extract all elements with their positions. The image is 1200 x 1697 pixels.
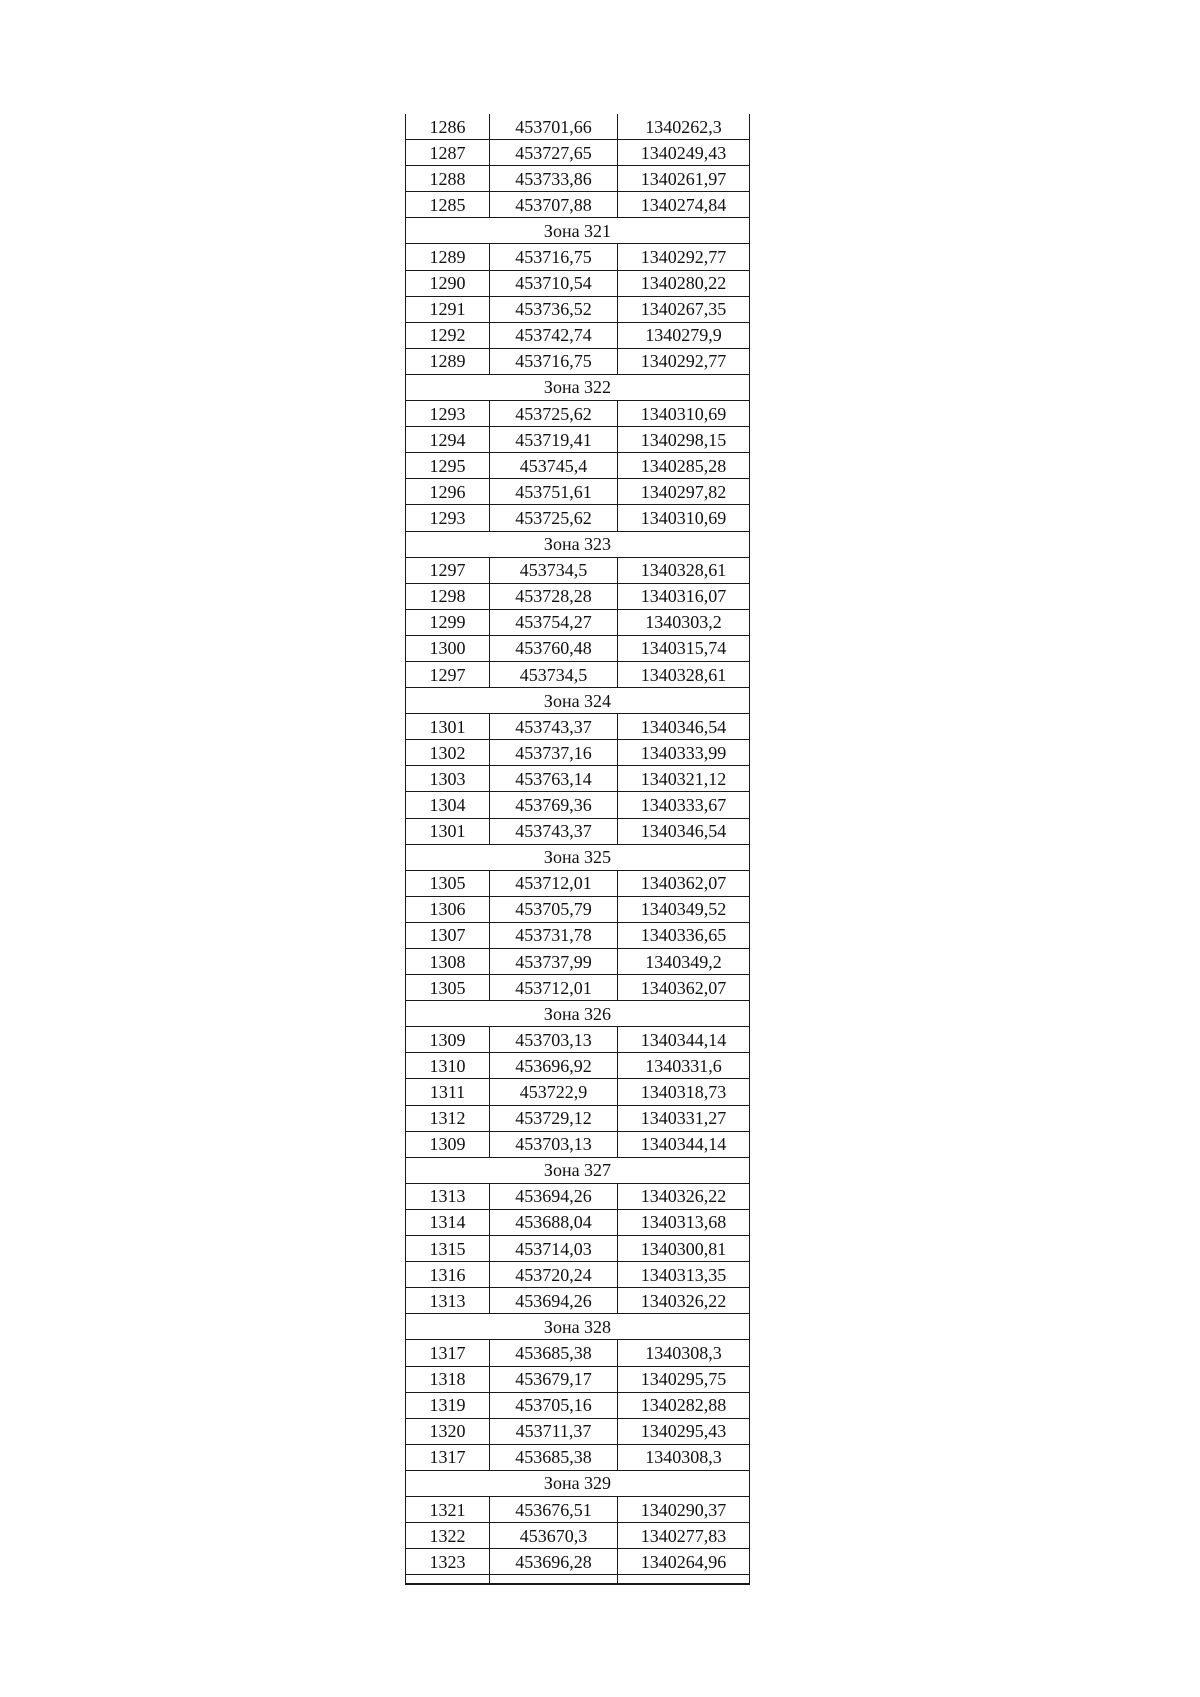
y-coordinate-cell: 1340313,68	[618, 1209, 750, 1235]
x-coordinate-cell: 453754,27	[490, 609, 618, 635]
point-number-cell: 1293	[406, 401, 490, 427]
table-row	[406, 583, 750, 609]
table-row	[406, 1079, 750, 1105]
x-coordinate-cell: 453720,24	[490, 1262, 618, 1288]
point-number-cell: 1315	[406, 1236, 490, 1262]
point-number-cell: 1291	[406, 296, 490, 322]
x-coordinate-cell: 453710,54	[490, 270, 618, 296]
y-coordinate-cell: 1340297,82	[618, 479, 750, 505]
empty-cell	[618, 1575, 750, 1585]
x-coordinate-cell: 453716,75	[490, 244, 618, 270]
table-row	[406, 322, 750, 348]
y-coordinate-cell: 1340308,3	[618, 1340, 750, 1366]
y-coordinate-cell: 1340362,07	[618, 975, 750, 1001]
zone-title: Зона 326	[406, 1001, 750, 1027]
point-number-cell: 1297	[406, 557, 490, 583]
table-row	[406, 427, 750, 453]
table-row	[406, 1366, 750, 1392]
x-coordinate-cell: 453729,12	[490, 1105, 618, 1131]
x-coordinate-cell: 453714,03	[490, 1236, 618, 1262]
point-number-cell: 1309	[406, 1027, 490, 1053]
table-row	[406, 114, 750, 140]
table-row	[406, 453, 750, 479]
y-coordinate-cell: 1340280,22	[618, 270, 750, 296]
point-number-cell: 1300	[406, 635, 490, 661]
zone-title: Зона 324	[406, 688, 750, 714]
zone-title: Зона 322	[406, 374, 750, 400]
zone-title: Зона 325	[406, 844, 750, 870]
point-number-cell: 1307	[406, 922, 490, 948]
point-number-cell: 1305	[406, 975, 490, 1001]
point-number-cell: 1306	[406, 896, 490, 922]
y-coordinate-cell: 1340331,6	[618, 1053, 750, 1079]
x-coordinate-cell: 453705,79	[490, 896, 618, 922]
y-coordinate-cell: 1340262,3	[618, 114, 750, 140]
y-coordinate-cell: 1340318,73	[618, 1079, 750, 1105]
x-coordinate-cell: 453736,52	[490, 296, 618, 322]
y-coordinate-cell: 1340298,15	[618, 427, 750, 453]
point-number-cell: 1302	[406, 740, 490, 766]
table-row	[406, 1523, 750, 1549]
x-coordinate-cell: 453688,04	[490, 1209, 618, 1235]
coordinates-table	[405, 114, 750, 1585]
empty-cell	[406, 1575, 490, 1585]
table-row	[406, 1131, 750, 1157]
table-row	[406, 1183, 750, 1209]
table-row	[406, 1027, 750, 1053]
y-coordinate-cell: 1340328,61	[618, 661, 750, 687]
point-number-cell: 1286	[406, 114, 490, 140]
table-row	[406, 661, 750, 687]
x-coordinate-cell: 453734,5	[490, 661, 618, 687]
table-row	[406, 975, 750, 1001]
x-coordinate-cell: 453703,13	[490, 1131, 618, 1157]
y-coordinate-cell: 1340285,28	[618, 453, 750, 479]
x-coordinate-cell: 453760,48	[490, 635, 618, 661]
point-number-cell: 1295	[406, 453, 490, 479]
point-number-cell: 1313	[406, 1288, 490, 1314]
zone-title: Зона 327	[406, 1157, 750, 1183]
zone-header-row	[406, 374, 750, 400]
x-coordinate-cell: 453727,65	[490, 140, 618, 166]
y-coordinate-cell: 1340292,77	[618, 244, 750, 270]
point-number-cell: 1305	[406, 870, 490, 896]
y-coordinate-cell: 1340331,27	[618, 1105, 750, 1131]
point-number-cell: 1304	[406, 792, 490, 818]
table-row	[406, 1053, 750, 1079]
y-coordinate-cell: 1340303,2	[618, 609, 750, 635]
point-number-cell: 1321	[406, 1496, 490, 1522]
y-coordinate-cell: 1340321,12	[618, 766, 750, 792]
table-row	[406, 635, 750, 661]
table-row-continuation	[406, 1575, 750, 1585]
x-coordinate-cell: 453725,62	[490, 505, 618, 531]
y-coordinate-cell: 1340295,75	[618, 1366, 750, 1392]
table-row	[406, 714, 750, 740]
y-coordinate-cell: 1340346,54	[618, 714, 750, 740]
x-coordinate-cell: 453679,17	[490, 1366, 618, 1392]
y-coordinate-cell: 1340300,81	[618, 1236, 750, 1262]
y-coordinate-cell: 1340346,54	[618, 818, 750, 844]
x-coordinate-cell: 453694,26	[490, 1183, 618, 1209]
x-coordinate-cell: 453722,9	[490, 1079, 618, 1105]
table-row	[406, 557, 750, 583]
table-row	[406, 1105, 750, 1131]
x-coordinate-cell: 453712,01	[490, 870, 618, 896]
table-row	[406, 609, 750, 635]
coordinates-table-body	[406, 114, 750, 1584]
x-coordinate-cell: 453725,62	[490, 401, 618, 427]
table-row	[406, 922, 750, 948]
point-number-cell: 1303	[406, 766, 490, 792]
y-coordinate-cell: 1340344,14	[618, 1027, 750, 1053]
zone-header-row	[406, 1470, 750, 1496]
table-row	[406, 1209, 750, 1235]
x-coordinate-cell: 453751,61	[490, 479, 618, 505]
point-number-cell: 1317	[406, 1444, 490, 1470]
y-coordinate-cell: 1340308,3	[618, 1444, 750, 1470]
x-coordinate-cell: 453685,38	[490, 1340, 618, 1366]
table-row	[406, 949, 750, 975]
x-coordinate-cell: 453712,01	[490, 975, 618, 1001]
x-coordinate-cell: 453737,16	[490, 740, 618, 766]
y-coordinate-cell: 1340333,67	[618, 792, 750, 818]
y-coordinate-cell: 1340282,88	[618, 1392, 750, 1418]
y-coordinate-cell: 1340292,77	[618, 348, 750, 374]
x-coordinate-cell: 453696,28	[490, 1549, 618, 1575]
table-row	[406, 1496, 750, 1522]
table-row	[406, 766, 750, 792]
x-coordinate-cell: 453728,28	[490, 583, 618, 609]
table-row	[406, 1392, 750, 1418]
point-number-cell: 1317	[406, 1340, 490, 1366]
table-row	[406, 348, 750, 374]
table-row	[406, 140, 750, 166]
zone-title: Зона 328	[406, 1314, 750, 1340]
x-coordinate-cell: 453763,14	[490, 766, 618, 792]
table-row	[406, 1288, 750, 1314]
zone-header-row	[406, 531, 750, 557]
x-coordinate-cell: 453696,92	[490, 1053, 618, 1079]
x-coordinate-cell: 453743,37	[490, 714, 618, 740]
point-number-cell: 1318	[406, 1366, 490, 1392]
point-number-cell: 1316	[406, 1262, 490, 1288]
table-row	[406, 870, 750, 896]
y-coordinate-cell: 1340344,14	[618, 1131, 750, 1157]
x-coordinate-cell: 453676,51	[490, 1496, 618, 1522]
point-number-cell: 1294	[406, 427, 490, 453]
x-coordinate-cell: 453719,41	[490, 427, 618, 453]
y-coordinate-cell: 1340336,65	[618, 922, 750, 948]
point-number-cell: 1290	[406, 270, 490, 296]
zone-header-row	[406, 844, 750, 870]
point-number-cell: 1297	[406, 661, 490, 687]
y-coordinate-cell: 1340310,69	[618, 505, 750, 531]
point-number-cell: 1292	[406, 322, 490, 348]
y-coordinate-cell: 1340326,22	[618, 1288, 750, 1314]
point-number-cell: 1298	[406, 583, 490, 609]
y-coordinate-cell: 1340290,37	[618, 1496, 750, 1522]
y-coordinate-cell: 1340326,22	[618, 1183, 750, 1209]
x-coordinate-cell: 453737,99	[490, 949, 618, 975]
table-row	[406, 1549, 750, 1575]
table-row	[406, 1340, 750, 1366]
zone-header-row	[406, 1157, 750, 1183]
table-row	[406, 166, 750, 192]
point-number-cell: 1310	[406, 1053, 490, 1079]
x-coordinate-cell: 453705,16	[490, 1392, 618, 1418]
y-coordinate-cell: 1340328,61	[618, 557, 750, 583]
point-number-cell: 1301	[406, 714, 490, 740]
zone-title: Зона 329	[406, 1470, 750, 1496]
point-number-cell: 1320	[406, 1418, 490, 1444]
zone-title: Зона 323	[406, 531, 750, 557]
table-row	[406, 1444, 750, 1470]
point-number-cell: 1313	[406, 1183, 490, 1209]
zone-header-row	[406, 218, 750, 244]
table-row	[406, 505, 750, 531]
y-coordinate-cell: 1340349,2	[618, 949, 750, 975]
y-coordinate-cell: 1340274,84	[618, 192, 750, 218]
x-coordinate-cell: 453716,75	[490, 348, 618, 374]
y-coordinate-cell: 1340362,07	[618, 870, 750, 896]
table-row	[406, 401, 750, 427]
zone-header-row	[406, 1001, 750, 1027]
zone-header-row	[406, 688, 750, 714]
zone-title: Зона 321	[406, 218, 750, 244]
x-coordinate-cell: 453703,13	[490, 1027, 618, 1053]
x-coordinate-cell: 453694,26	[490, 1288, 618, 1314]
table-row	[406, 818, 750, 844]
y-coordinate-cell: 1340261,97	[618, 166, 750, 192]
y-coordinate-cell: 1340313,35	[618, 1262, 750, 1288]
point-number-cell: 1285	[406, 192, 490, 218]
x-coordinate-cell: 453701,66	[490, 114, 618, 140]
point-number-cell: 1293	[406, 505, 490, 531]
y-coordinate-cell: 1340279,9	[618, 322, 750, 348]
y-coordinate-cell: 1340249,43	[618, 140, 750, 166]
y-coordinate-cell: 1340316,07	[618, 583, 750, 609]
x-coordinate-cell: 453743,37	[490, 818, 618, 844]
point-number-cell: 1319	[406, 1392, 490, 1418]
x-coordinate-cell: 453731,78	[490, 922, 618, 948]
x-coordinate-cell: 453745,4	[490, 453, 618, 479]
table-row	[406, 1418, 750, 1444]
point-number-cell: 1288	[406, 166, 490, 192]
x-coordinate-cell: 453734,5	[490, 557, 618, 583]
point-number-cell: 1287	[406, 140, 490, 166]
table-row	[406, 296, 750, 322]
point-number-cell: 1311	[406, 1079, 490, 1105]
point-number-cell: 1309	[406, 1131, 490, 1157]
x-coordinate-cell: 453670,3	[490, 1523, 618, 1549]
y-coordinate-cell: 1340264,96	[618, 1549, 750, 1575]
table-row	[406, 792, 750, 818]
point-number-cell: 1314	[406, 1209, 490, 1235]
y-coordinate-cell: 1340295,43	[618, 1418, 750, 1444]
y-coordinate-cell: 1340277,83	[618, 1523, 750, 1549]
table-row	[406, 192, 750, 218]
point-number-cell: 1289	[406, 348, 490, 374]
point-number-cell: 1322	[406, 1523, 490, 1549]
point-number-cell: 1301	[406, 818, 490, 844]
x-coordinate-cell: 453685,38	[490, 1444, 618, 1470]
table-row	[406, 740, 750, 766]
zone-header-row	[406, 1314, 750, 1340]
point-number-cell: 1296	[406, 479, 490, 505]
x-coordinate-cell: 453711,37	[490, 1418, 618, 1444]
table-row	[406, 1236, 750, 1262]
x-coordinate-cell: 453769,36	[490, 792, 618, 818]
point-number-cell: 1308	[406, 949, 490, 975]
y-coordinate-cell: 1340333,99	[618, 740, 750, 766]
point-number-cell: 1323	[406, 1549, 490, 1575]
table-row	[406, 896, 750, 922]
empty-cell	[490, 1575, 618, 1585]
y-coordinate-cell: 1340349,52	[618, 896, 750, 922]
y-coordinate-cell: 1340310,69	[618, 401, 750, 427]
y-coordinate-cell: 1340267,35	[618, 296, 750, 322]
point-number-cell: 1289	[406, 244, 490, 270]
table-row	[406, 270, 750, 296]
x-coordinate-cell: 453707,88	[490, 192, 618, 218]
y-coordinate-cell: 1340315,74	[618, 635, 750, 661]
table-row	[406, 479, 750, 505]
point-number-cell: 1299	[406, 609, 490, 635]
table-row	[406, 244, 750, 270]
x-coordinate-cell: 453742,74	[490, 322, 618, 348]
point-number-cell: 1312	[406, 1105, 490, 1131]
table-row	[406, 1262, 750, 1288]
x-coordinate-cell: 453733,86	[490, 166, 618, 192]
